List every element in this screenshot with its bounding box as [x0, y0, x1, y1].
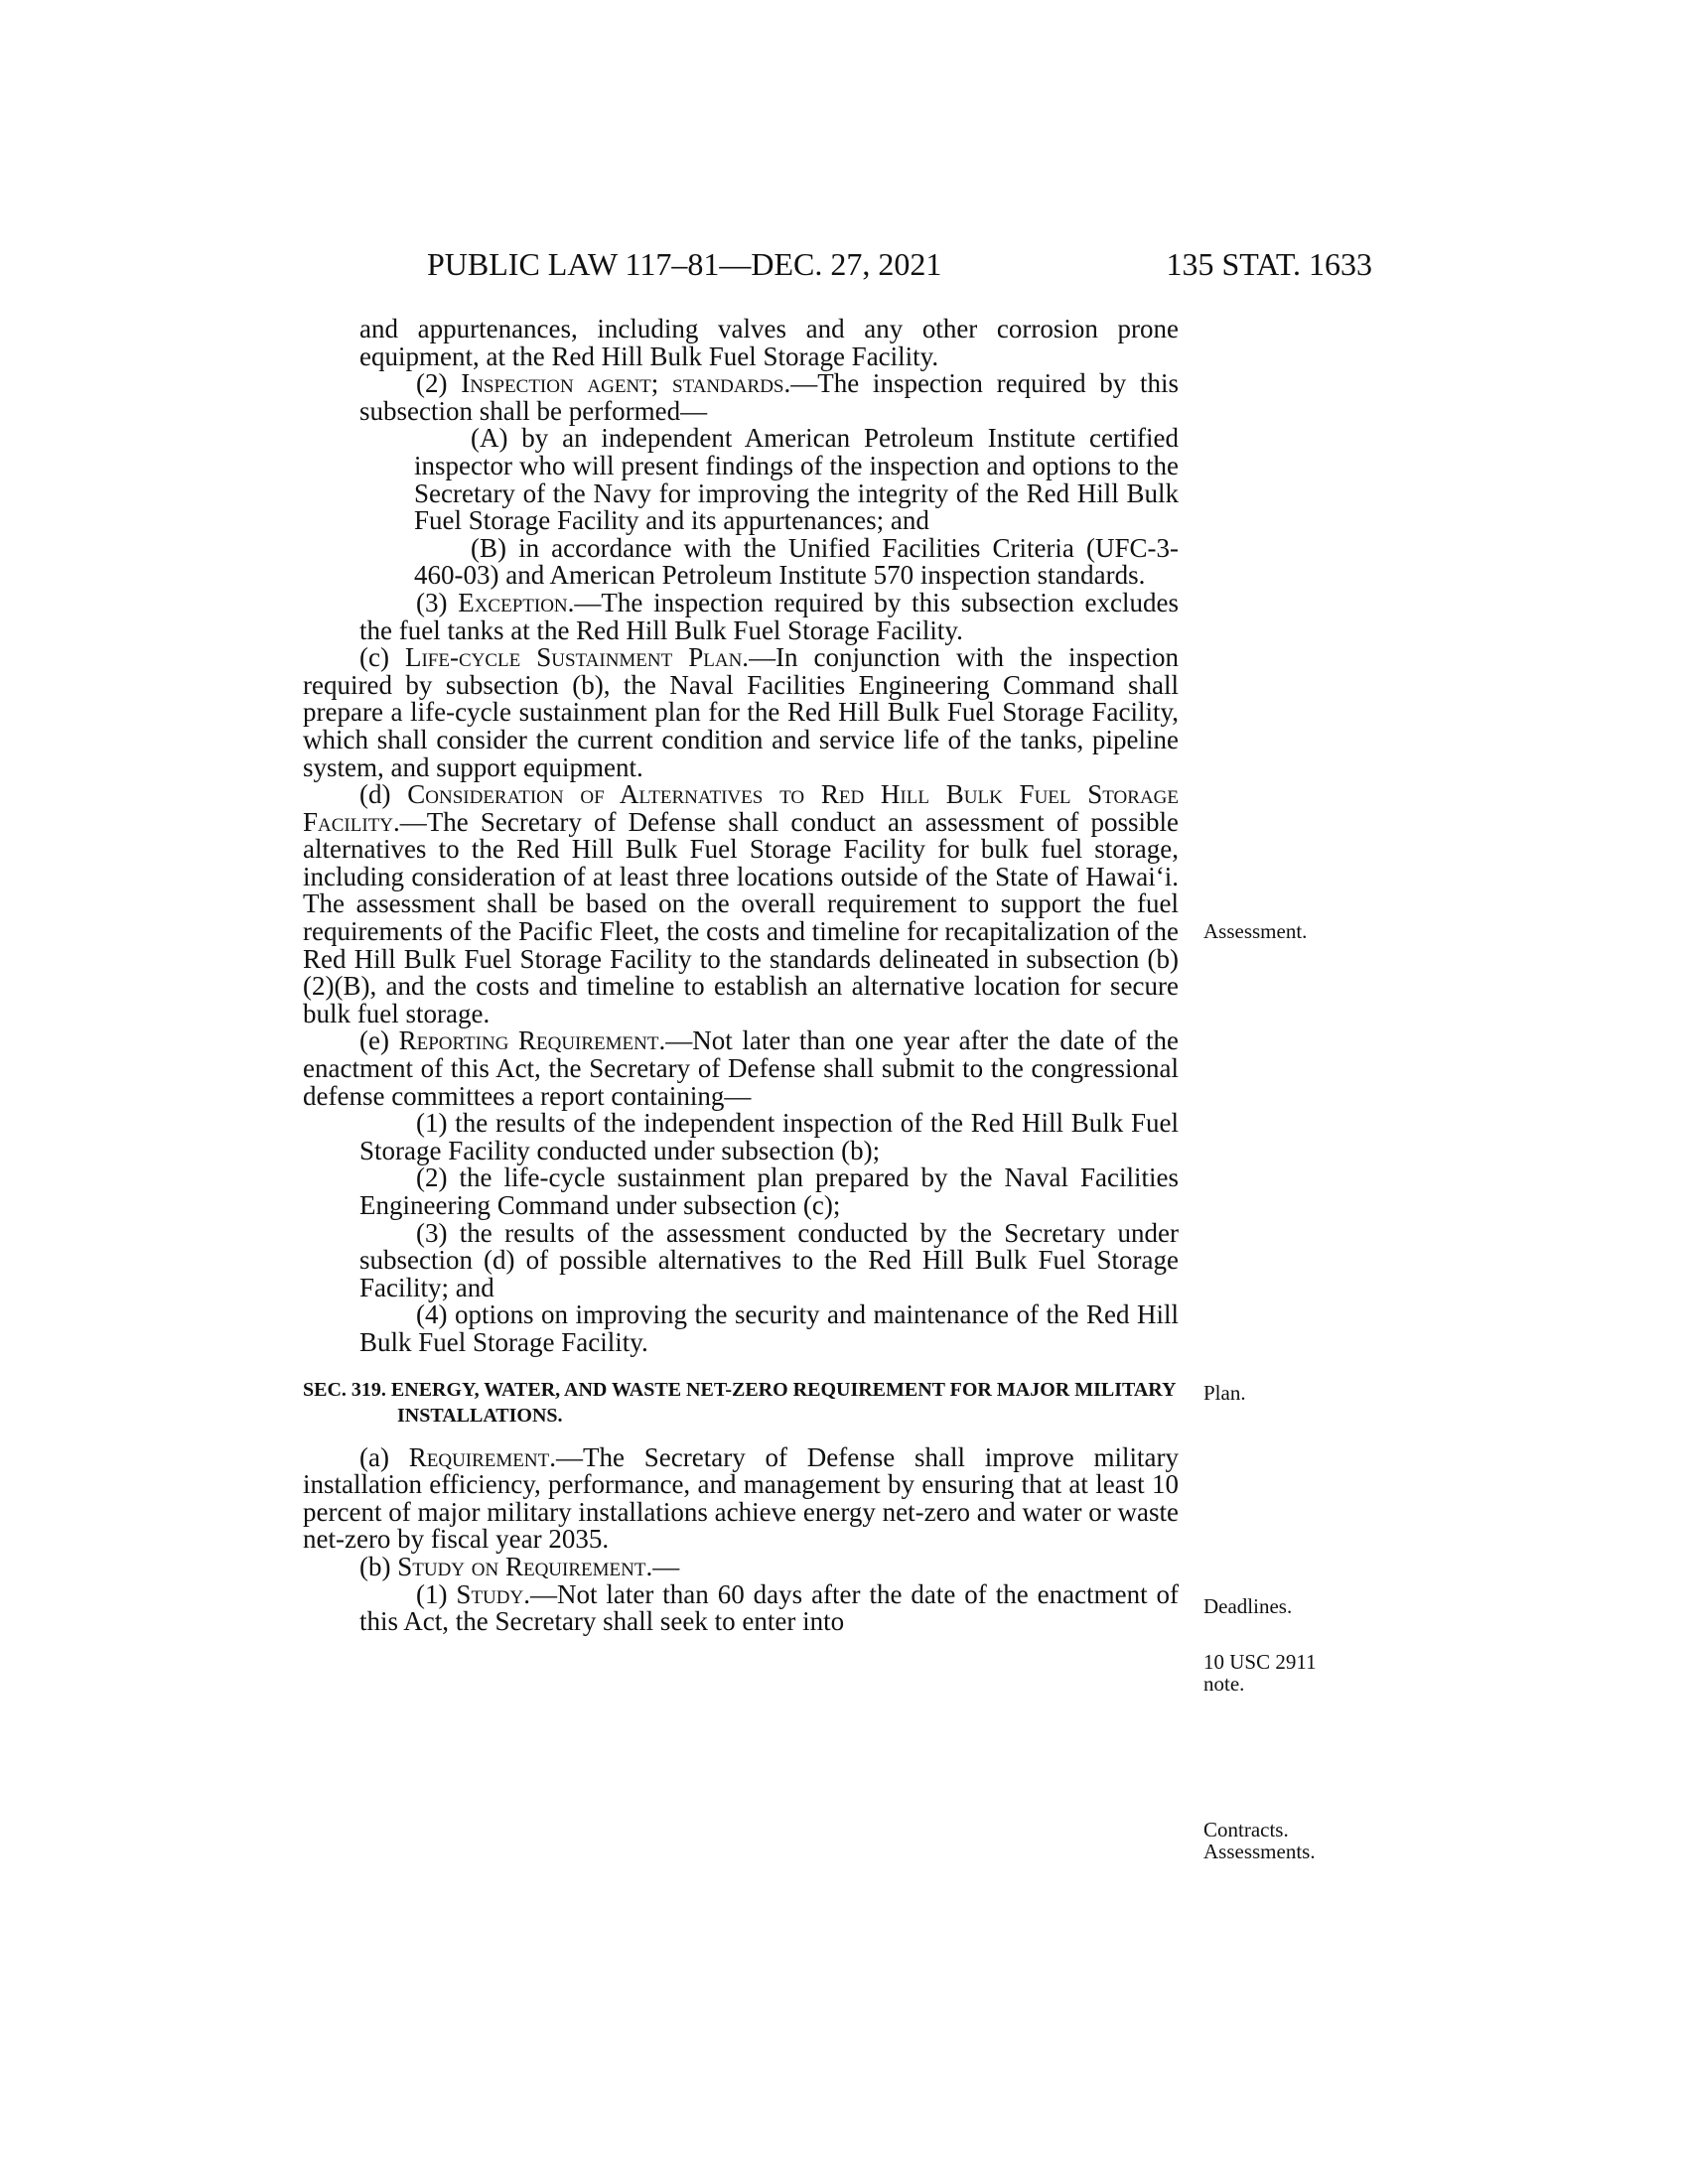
para-b3: (3) Exception.—The inspection required by this subsection excludes the fuel tanks at the Red Hill Bulk Fuel Storage Facility. [359, 587, 1179, 645]
sec319-para-b1: (1) Study.—Not later than 60 days after the date of the enactment of this Act, the Secretary shall seek to enter into [359, 1578, 1179, 1637]
para-e1: (1) the results of the independent inspection of the Red Hill Bulk Fuel Storage Facility conducted under subsection (b); [359, 1108, 1179, 1165]
para-b2-b: (B) in accordance with the Unified Facilities Criteria (UFC-3-460-03) and American Petroleum Institute 570 inspection standards. [414, 532, 1179, 591]
para-b1-continued: and appurtenances, including valves and any other corrosion prone equipment, at the Red Hill Bulk Fuel Storage Facility. [359, 314, 1179, 371]
page-header [0, 246, 1688, 286]
public-law-title: PUBLIC LAW 117–81—DEC. 27, 2021 [427, 246, 942, 282]
para-c: (c) Life-cycle Sustainment Plan.—In conjunction with the inspection required by subsection (b), the Naval Facilities Engineering Command shall prepare a life-cycle sustainment plan for the Red Hill Bulk Fuel Storage Facility, which shall consider the current condition and service life of the tanks, pipeline system, and support equipment. [303, 642, 1180, 782]
para-e4: (4) options on improving the security and maintenance of the Red Hill Bulk Fuel Storage Facility. [359, 1299, 1179, 1357]
para-e: (e) Reporting Requirement.—Not later than one year after the date of the enactment of this Act, the Secretary of Defense shall submit to the congressional defense committees a report containing— [303, 1025, 1179, 1111]
para-b2: (2) Inspection agent; standards.—The inspection required by this subsection shall be performed— [359, 368, 1180, 426]
sec319-para-a: (a) Requirement.—The Secretary of Defense shall improve military installation efficiency, performance, and management by ensuring that at least 10 percent of major military installations achieve energy net-zero and water or waste net-zero by fiscal year 2035. [303, 1441, 1179, 1555]
para-d: (d) Consideration of Alternatives to Red Hill Bulk Fuel Storage Facility.—The Secretary of Defense shall conduct an assessment of possible alternatives to the Red Hill Bulk Fuel Storage Facility for bulk fuel storage, including consideration of at least three locations outside of the State of Hawai‘i. The assessment shall be based on the overall requirement to support the fuel requirements of the Pacific Fleet, the costs and timeline for recapitalization of the Red Hill Bulk Fuel Storage Facility to the standards delineated in subsection (b)(2)(B), and the costs and timeline to establish an alternative location for secure bulk fuel storage. [303, 779, 1179, 1028]
section-heading: SEC. 319. ENERGY, WATER, AND WASTE NET-ZERO REQUIREMENT FOR MAJOR MILITARY INSTALLATIONS. [303, 1378, 1176, 1427]
margin-note-contracts: Contracts. [1203, 1818, 1289, 1842]
statute-page-number: 135 STAT. 1633 [1166, 246, 1372, 282]
body-text [303, 316, 1179, 1636]
para-e2: (2) the life-cycle sustainment plan prepared by the Naval Facilities Engineering Command under subsection (c); [359, 1162, 1179, 1220]
para-e3: (3) the results of the assessment conducted by the Secretary under subsection (d) of possible alternatives to the Red Hill Bulk Fuel Storage Facility; and [359, 1217, 1179, 1302]
margin-note-deadlines: Deadlines. [1203, 1594, 1293, 1618]
para-b2-a: (A) by an independent American Petroleum Institute certified inspector who will present findings of the inspection and options to the Secretary of the Navy for improving the integrity of the Red Hill Bulk Fuel Storage Facility and its appurtenances; and [414, 423, 1179, 536]
margin-note-assessment: Assessment. [1203, 919, 1308, 943]
margin-note-assessments: Assessments. [1203, 1840, 1316, 1863]
margin-note-usc-note: note. [1203, 1672, 1245, 1696]
margin-note-usc-citation: 10 USC 2911 [1203, 1650, 1317, 1674]
sec319-para-b: (b) Study on Requirement.— [359, 1551, 680, 1581]
margin-note-plan: Plan. [1203, 1381, 1246, 1405]
